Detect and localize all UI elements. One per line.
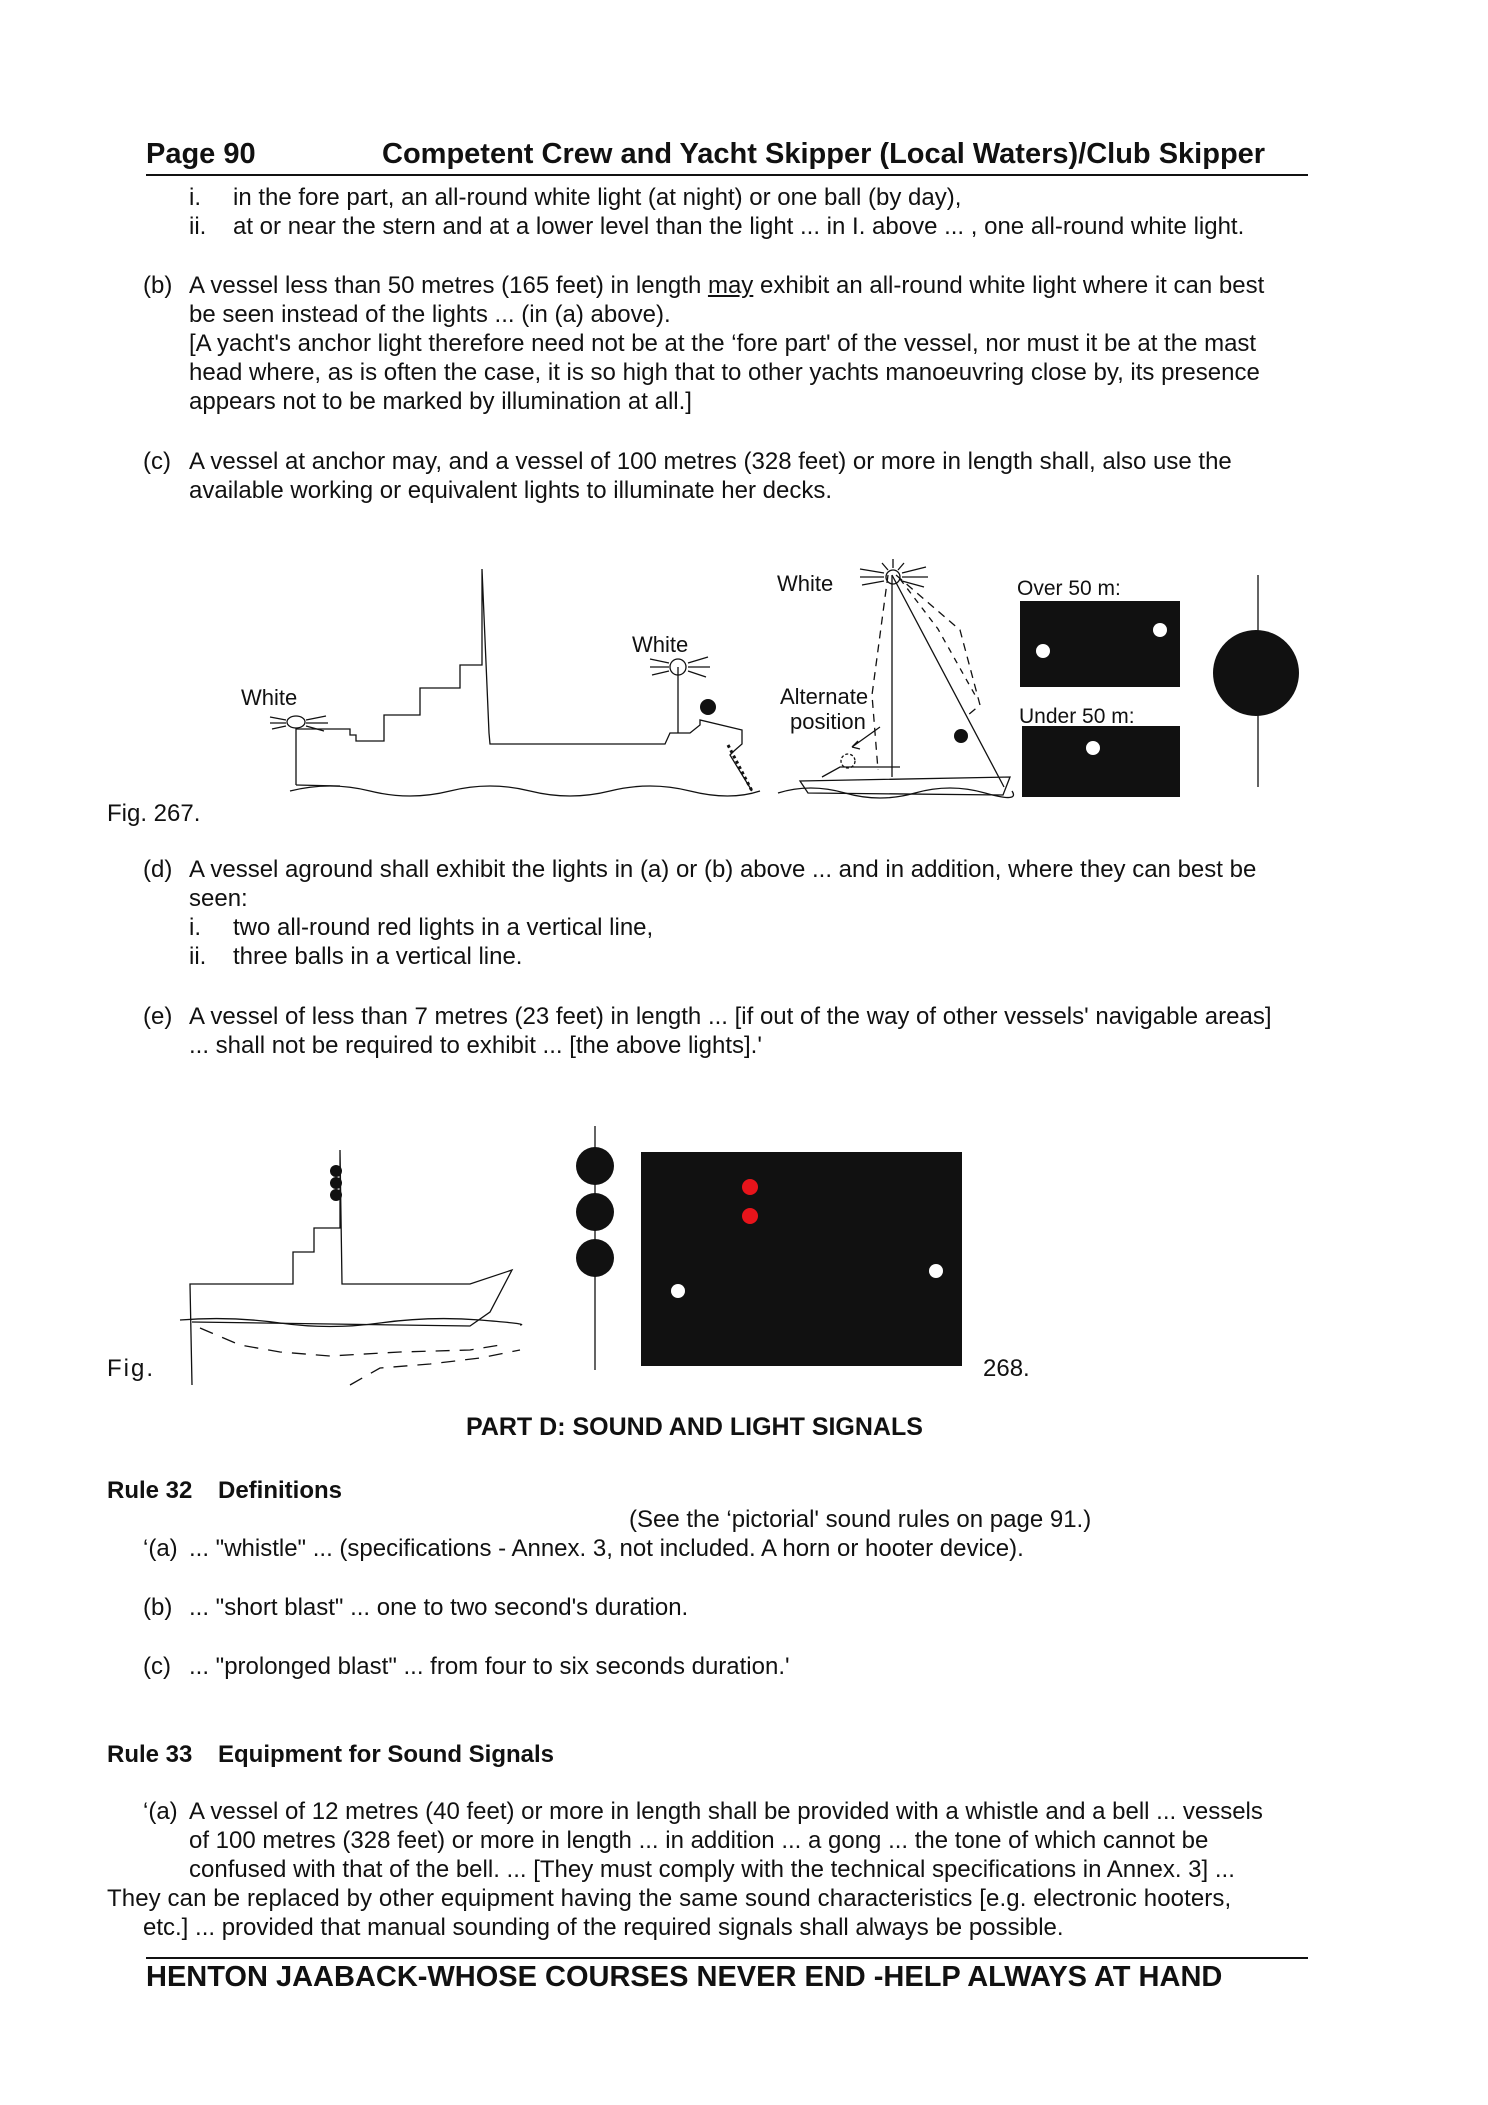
para-label: (b) — [143, 1594, 173, 1621]
seabed-line-2 — [350, 1350, 520, 1385]
para-line: appears not to be marked by illumination at all.] — [189, 388, 692, 415]
para-line: [A yacht's anchor light therefore need not be at the ‘fore part' of the vessel, nor must it be at the mast — [189, 330, 1257, 357]
white-light-aft — [1036, 644, 1050, 658]
masthead-light — [860, 559, 928, 587]
label-white-bow: White — [632, 632, 689, 657]
day-ball-1 — [576, 1147, 614, 1185]
label-white-masthead: White — [777, 571, 834, 596]
list-num: ii. — [189, 943, 207, 970]
para-label: (e) — [143, 1003, 173, 1030]
para-line: A vessel of less than 7 metres (23 feet) in length ... [if out of the way of other vessels' navigable areas] — [189, 1003, 1272, 1030]
para-line: A vessel aground shall exhibit the lights in (a) or (b) above ... and in addition, where they can best be — [189, 856, 1257, 883]
rule-title: Equipment for Sound Signals — [218, 1741, 554, 1768]
footer-rule — [146, 1957, 1308, 1959]
para-label: ‘(a) — [143, 1535, 178, 1562]
ship-ball-1 — [330, 1165, 342, 1177]
figure-267 — [0, 555, 1488, 815]
page-header — [146, 134, 1308, 176]
figure-caption-left: Fig. — [107, 1355, 156, 1382]
para-line: ... shall not be required to exhibit ... [the above lights].' — [189, 1032, 762, 1059]
rule-number: Rule 32 — [107, 1477, 193, 1504]
para-line: They can be replaced by other equipment having the same sound characteristics [e.g. electronic hooters, — [107, 1885, 1232, 1912]
under-50m-box — [1022, 726, 1180, 797]
ship-ball-3 — [330, 1189, 342, 1201]
para-line: seen: — [189, 885, 248, 912]
list-num: i. — [189, 184, 201, 211]
para-label: (b) — [143, 272, 173, 299]
anchor-chain — [728, 745, 752, 791]
list-text: at or near the stern and at a lower level than the light ... in I. above ... , one all-round white light. — [233, 213, 1245, 240]
label-under-50m: Under 50 m: — [1019, 705, 1135, 728]
para-line: ... "short blast" ... one to two second's duration. — [189, 1594, 689, 1621]
list-num: ii. — [189, 213, 207, 240]
rule-note: (See the ‘pictorial' sound rules on page 91.) — [629, 1506, 1092, 1533]
list-text: two all-round red lights in a vertical line, — [233, 914, 654, 941]
figure-268 — [0, 1120, 1488, 1400]
para-label: (c) — [143, 1653, 171, 1680]
anchor-ball-ship — [700, 699, 716, 715]
rule-number: Rule 33 — [107, 1741, 193, 1768]
anchor-ball-yacht — [954, 729, 968, 743]
label-white-stern: White — [241, 685, 298, 710]
para-line: A vessel of 12 metres (40 feet) or more in length shall be provided with a whistle and a bell ... vessels — [189, 1798, 1263, 1825]
white-light-fore — [1153, 623, 1167, 637]
list-text: in the fore part, an all-round white light (at night) or one ball (by day), — [233, 184, 962, 211]
para-line: etc.] ... provided that manual sounding of the required signals shall always be possible. — [143, 1914, 1064, 1941]
page-title: Competent Crew and Yacht Skipper (Local Waters)/Club Skipper — [382, 138, 1266, 170]
red-light-1 — [742, 1179, 758, 1195]
white-light-left — [671, 1284, 685, 1298]
emphasis-may: may — [707, 272, 754, 299]
day-shape-ball — [1213, 630, 1299, 716]
para-line: A vessel at anchor may, and a vessel of 100 metres (328 feet) or more in length shall, also use the — [189, 448, 1232, 475]
seabed-line-1 — [200, 1328, 500, 1356]
rule-title: Definitions — [218, 1477, 342, 1504]
figure-caption: Fig. 267. — [107, 800, 201, 827]
para-label: ‘(a) — [143, 1798, 178, 1825]
white-light-right — [929, 1264, 943, 1278]
day-ball-2 — [576, 1193, 614, 1231]
para-label: (d) — [143, 856, 173, 883]
para-line: ... "whistle" ... (specifications - Annex. 3, not included. A horn or hooter device). — [189, 1535, 1024, 1562]
ship-outline — [296, 569, 752, 791]
para-line: be seen instead of the lights ... (in (a) above). — [189, 301, 671, 328]
list-text: three balls in a vertical line. — [233, 943, 523, 970]
day-ball-3 — [576, 1239, 614, 1277]
para-line: available working or equivalent lights to illuminate her decks. — [189, 477, 833, 504]
red-light-2 — [742, 1208, 758, 1224]
ship-ball-2 — [330, 1177, 342, 1189]
label-alternate: Alternate — [780, 684, 869, 709]
section-heading: PART D: SOUND AND LIGHT SIGNALS — [466, 1413, 923, 1441]
figure-caption-right: 268. — [983, 1355, 1030, 1382]
label-over-50m: Over 50 m: — [1017, 577, 1121, 600]
para-line: head where, as is often the case, it is so high that to other yachts manoeuvring close by, its presence — [189, 359, 1260, 386]
label-position: position — [790, 709, 866, 734]
white-light-single — [1086, 741, 1100, 755]
para-line: confused with that of the bell. ... [They must comply with the technical specifications in Annex. 3] ... — [189, 1856, 1235, 1883]
footer-text: HENTON JAABACK-WHOSE COURSES NEVER END -HELP ALWAYS AT HAND — [146, 1961, 1223, 1993]
aground-night-box — [641, 1152, 962, 1366]
page-number: Page 90 — [146, 138, 256, 170]
water-line-ship — [290, 786, 760, 796]
para-line: A vessel less than 50 metres (165 feet) in length may exhibit an all-round white light where it can best — [189, 272, 1265, 299]
para-label: (c) — [143, 448, 171, 475]
list-num: i. — [189, 914, 201, 941]
para-line: ... "prolonged blast" ... from four to six seconds duration.' — [189, 1653, 790, 1680]
para-line: of 100 metres (328 feet) or more in length ... in addition ... a gong ... the tone of which cannot be — [189, 1827, 1209, 1854]
over-50m-box — [1020, 601, 1180, 687]
bow-light — [650, 657, 710, 677]
